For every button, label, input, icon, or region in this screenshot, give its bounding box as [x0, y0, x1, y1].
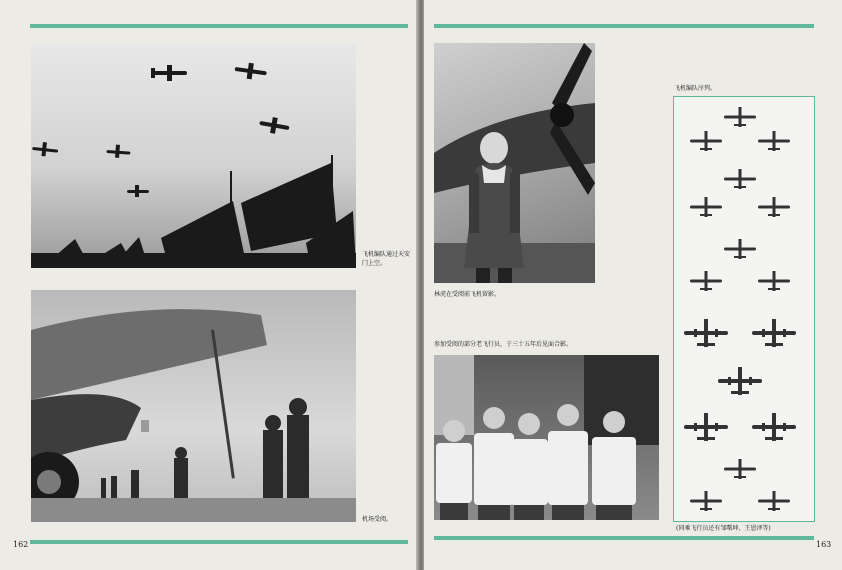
top-accent-bar-right	[434, 24, 814, 28]
bottom-accent-bar-right	[434, 536, 814, 540]
photo-planes-over-tiananmen	[31, 43, 356, 268]
formation-title: 飞机编队序列。	[674, 85, 717, 92]
page-number-right: 163	[816, 540, 832, 549]
formation-diagram-drawing	[674, 97, 814, 521]
page-number-left: 162	[13, 540, 29, 549]
photo-airfield-caption: 机场受阅。	[362, 516, 393, 523]
bottom-accent-bar	[30, 540, 408, 544]
photo-planes-caption: 飞机编队通过天安门上空。	[362, 251, 411, 267]
photo-group-caption: 参加受阅的部分老飞行员，于三十五年后见面合影。	[434, 341, 573, 348]
formation-note: (同乘飞行员还有邹曙坤、王恩泽等)	[676, 525, 771, 532]
photo-pilot-caption: 林虎在受阅前飞机留影。	[434, 291, 501, 298]
left-page	[0, 0, 418, 570]
formation-diagram	[673, 96, 815, 522]
top-accent-bar	[30, 24, 408, 28]
photo-pilot-portrait-image	[434, 43, 595, 283]
photo-veteran-pilots-group	[434, 355, 659, 520]
photo-planes-over-tiananmen-image	[31, 43, 356, 268]
right-page	[424, 0, 842, 570]
photo-airfield-review-image	[31, 290, 356, 522]
photo-pilot-portrait	[434, 43, 595, 283]
photo-veteran-pilots-group-image	[434, 355, 659, 520]
photo-airfield-review	[31, 290, 356, 522]
